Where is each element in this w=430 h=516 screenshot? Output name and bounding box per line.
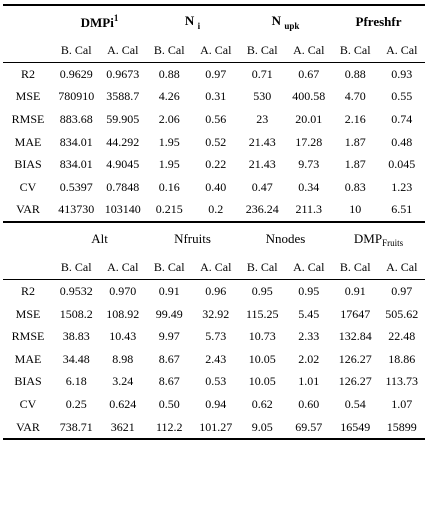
table-row <box>3 153 425 176</box>
table-cell: 9.73 <box>298 157 320 172</box>
group-header-pfreshfr: Pfreshfr <box>332 5 425 38</box>
table-cell: 126.27 <box>338 374 372 389</box>
group-header-ni: N $_i$ <box>146 5 239 38</box>
table-cell: 0.40 <box>205 179 227 194</box>
table-row <box>3 303 425 326</box>
table-cell: 1.07 <box>391 396 413 411</box>
group-header-nfruits: Nfruits <box>146 222 239 255</box>
subheader-cell: B. Cal <box>332 255 379 280</box>
table-cell: 113.73 <box>385 374 419 389</box>
table-cell: 20.01 <box>295 111 323 126</box>
table-cell: 6.18 <box>65 374 87 389</box>
block2-group-header-row <box>3 222 425 255</box>
table-cell: 0.9532 <box>59 283 93 298</box>
table-cell: 115.25 <box>245 306 279 321</box>
table-cell: 0.34 <box>298 179 320 194</box>
table-cell: 23 <box>256 111 269 126</box>
table-cell: 1.01 <box>298 374 320 389</box>
table-cell: 10.05 <box>248 374 276 389</box>
table-cell: 0.74 <box>391 111 413 126</box>
table-row <box>3 131 425 154</box>
table-cell: 10.73 <box>248 329 276 344</box>
group-header-alt: Alt <box>53 222 146 255</box>
table-cell: 44.292 <box>106 134 140 149</box>
row-label: VAR <box>16 202 40 217</box>
statistics-table-container <box>3 4 425 440</box>
table-cell: 22.48 <box>388 329 416 344</box>
table-row <box>3 176 425 199</box>
table-cell: 9.05 <box>239 416 286 440</box>
subheader-cell: B. Cal <box>239 255 286 280</box>
table-row <box>3 416 425 440</box>
table-cell: 0.95 <box>298 283 320 298</box>
table-cell: 0.88 <box>344 66 366 81</box>
subheader-cell: A. Cal <box>100 255 147 280</box>
table-cell: 0.52 <box>205 134 227 149</box>
row-label: R2 <box>20 66 35 81</box>
table-cell: 505.62 <box>385 306 419 321</box>
block2-subheader-row <box>3 255 425 280</box>
block1-group-header-row <box>3 5 425 38</box>
table-cell: 21.43 <box>248 134 276 149</box>
table-cell: 0.215 <box>155 202 183 217</box>
row-label: MSE <box>15 306 41 321</box>
table-cell: 21.43 <box>248 157 276 172</box>
block1-subheader-row <box>3 38 425 63</box>
table-cell: 0.97 <box>391 283 413 298</box>
table-cell: 0.22 <box>205 157 227 172</box>
group-header-dmp-fruits: $DMP_{Fruits}$ <box>332 222 425 255</box>
table-row <box>3 108 425 131</box>
table-cell: 69.57 <box>286 416 333 440</box>
table-cell: 103140 <box>104 202 141 217</box>
group-header-nnodes: Nnodes <box>239 222 332 255</box>
row-label: MAE <box>14 134 42 149</box>
table-cell: 0.9629 <box>59 66 93 81</box>
table-cell: 5.73 <box>205 329 227 344</box>
table-cell: 9.97 <box>158 329 180 344</box>
table-cell: 99.49 <box>155 306 183 321</box>
row-label: RMSE <box>11 111 45 126</box>
table-cell: 0.9673 <box>106 66 140 81</box>
table-cell: 34.48 <box>62 351 90 366</box>
table-cell: 18.86 <box>388 351 416 366</box>
table-cell: 236.24 <box>245 202 279 217</box>
row-label: MSE <box>15 89 41 104</box>
table-cell: 211.3 <box>295 202 323 217</box>
table-cell: 0.67 <box>298 66 320 81</box>
subheader-cell: A. Cal <box>100 38 147 63</box>
subheader-cell: B. Cal <box>53 38 100 63</box>
table-cell: 6.51 <box>391 202 413 217</box>
table-cell: 0.25 <box>65 396 87 411</box>
table-cell: 17647 <box>340 306 371 321</box>
table-cell: 1508.2 <box>59 306 93 321</box>
subheader-cell: A. Cal <box>193 38 240 63</box>
table-cell: 3588.7 <box>106 89 140 104</box>
row-label: BIAS <box>14 157 42 172</box>
table-cell: 101.27 <box>193 416 240 440</box>
table-cell: 0.95 <box>251 283 273 298</box>
table-cell: 1.87 <box>344 157 366 172</box>
table-cell: 0.5397 <box>59 179 93 194</box>
statistics-table <box>3 4 425 440</box>
table-row <box>3 280 425 303</box>
corner-cell <box>3 5 53 38</box>
table-cell: 15899 <box>379 416 426 440</box>
table-cell: 2.43 <box>205 351 227 366</box>
table-cell: 4.9045 <box>106 157 140 172</box>
table-row <box>3 199 425 223</box>
table-cell: 2.06 <box>158 111 180 126</box>
table-cell: 112.2 <box>146 416 193 440</box>
table-cell: 1.23 <box>391 179 413 194</box>
table-cell: 0.16 <box>158 179 180 194</box>
table-row <box>3 393 425 416</box>
subheader-cell: B. Cal <box>146 38 193 63</box>
corner-cell <box>3 222 53 255</box>
table-cell: 0.970 <box>109 283 137 298</box>
row-label: VAR <box>3 416 53 440</box>
table-row <box>3 325 425 348</box>
group-header-nupk: N $_{upk}$ <box>239 5 332 38</box>
subheader-cell: A. Cal <box>193 255 240 280</box>
table-cell: 0.47 <box>251 179 273 194</box>
table-cell: 0.2 <box>208 202 224 217</box>
table-cell: 0.045 <box>388 157 416 172</box>
table-cell: 0.97 <box>205 66 227 81</box>
subheader-cell: A. Cal <box>379 255 426 280</box>
subheader-cell: A. Cal <box>286 255 333 280</box>
table-cell: 0.55 <box>391 89 413 104</box>
table-cell: 0.54 <box>344 396 366 411</box>
table-cell: 8.67 <box>158 351 180 366</box>
subheader-cell: A. Cal <box>286 38 333 63</box>
subheader-corner <box>3 255 53 280</box>
table-cell: 8.67 <box>158 374 180 389</box>
table-cell: 0.91 <box>344 283 366 298</box>
subheader-cell: B. Cal <box>146 255 193 280</box>
table-cell: 2.16 <box>344 111 366 126</box>
table-cell: 10 <box>349 202 362 217</box>
table-cell: 0.624 <box>109 396 137 411</box>
table-cell: 10.05 <box>248 351 276 366</box>
table-row <box>3 86 425 109</box>
subheader-cell: B. Cal <box>332 38 379 63</box>
table-row <box>3 348 425 371</box>
table-cell: 3.24 <box>112 374 134 389</box>
row-label: RMSE <box>11 329 45 344</box>
subheader-corner <box>3 38 53 63</box>
table-row <box>3 371 425 394</box>
table-cell: 4.26 <box>158 89 180 104</box>
table-cell: 5.45 <box>298 306 320 321</box>
table-cell: 1.95 <box>158 134 180 149</box>
row-label: CV <box>19 396 37 411</box>
table-cell: 400.58 <box>292 89 326 104</box>
table-cell: 132.84 <box>338 329 372 344</box>
row-label: CV <box>19 179 37 194</box>
table-cell: 10.43 <box>109 329 137 344</box>
table-cell: 17.28 <box>295 134 323 149</box>
table-cell: 0.93 <box>391 66 413 81</box>
table-cell: 780910 <box>58 89 95 104</box>
row-label: MAE <box>14 351 42 366</box>
table-cell: 1.95 <box>158 157 180 172</box>
table-cell: 0.91 <box>158 283 180 298</box>
subheader-cell: B. Cal <box>239 38 286 63</box>
table-cell: 3621 <box>100 416 147 440</box>
subheader-cell: A. Cal <box>379 38 426 63</box>
table-cell: 0.31 <box>205 89 227 104</box>
table-cell: 0.96 <box>205 283 227 298</box>
subheader-cell: B. Cal <box>53 255 100 280</box>
table-cell: 2.33 <box>298 329 320 344</box>
table-cell: 834.01 <box>59 134 93 149</box>
table-cell: 1.87 <box>344 134 366 149</box>
table-cell: 0.94 <box>205 396 227 411</box>
table-row <box>3 63 425 86</box>
table-cell: 0.88 <box>158 66 180 81</box>
table-cell: 0.50 <box>158 396 180 411</box>
table-cell: 16549 <box>332 416 379 440</box>
table-cell: 4.70 <box>344 89 366 104</box>
table-cell: 530 <box>253 89 272 104</box>
table-cell: 38.83 <box>62 329 90 344</box>
table-cell: 0.60 <box>298 396 320 411</box>
table-cell: 32.92 <box>202 306 230 321</box>
table-cell: 0.53 <box>205 374 227 389</box>
row-label: R2 <box>20 283 35 298</box>
table-cell: 59.905 <box>106 111 140 126</box>
table-cell: 413730 <box>58 202 95 217</box>
table-cell: 2.02 <box>298 351 320 366</box>
table-cell: 0.7848 <box>106 179 140 194</box>
table-cell: 108.92 <box>106 306 140 321</box>
row-label: BIAS <box>14 374 42 389</box>
table-cell: 0.62 <box>251 396 273 411</box>
table-cell: 0.83 <box>344 179 366 194</box>
table-cell: 0.56 <box>205 111 227 126</box>
table-cell: 834.01 <box>59 157 93 172</box>
table-cell: 126.27 <box>338 351 372 366</box>
table-cell: 883.68 <box>59 111 93 126</box>
table-cell: 8.98 <box>112 351 134 366</box>
group-header-dmpi: DMPi$^1$ <box>53 5 146 38</box>
table-cell: 738.71 <box>53 416 100 440</box>
table-cell: 0.48 <box>391 134 413 149</box>
table-cell: 0.71 <box>251 66 273 81</box>
